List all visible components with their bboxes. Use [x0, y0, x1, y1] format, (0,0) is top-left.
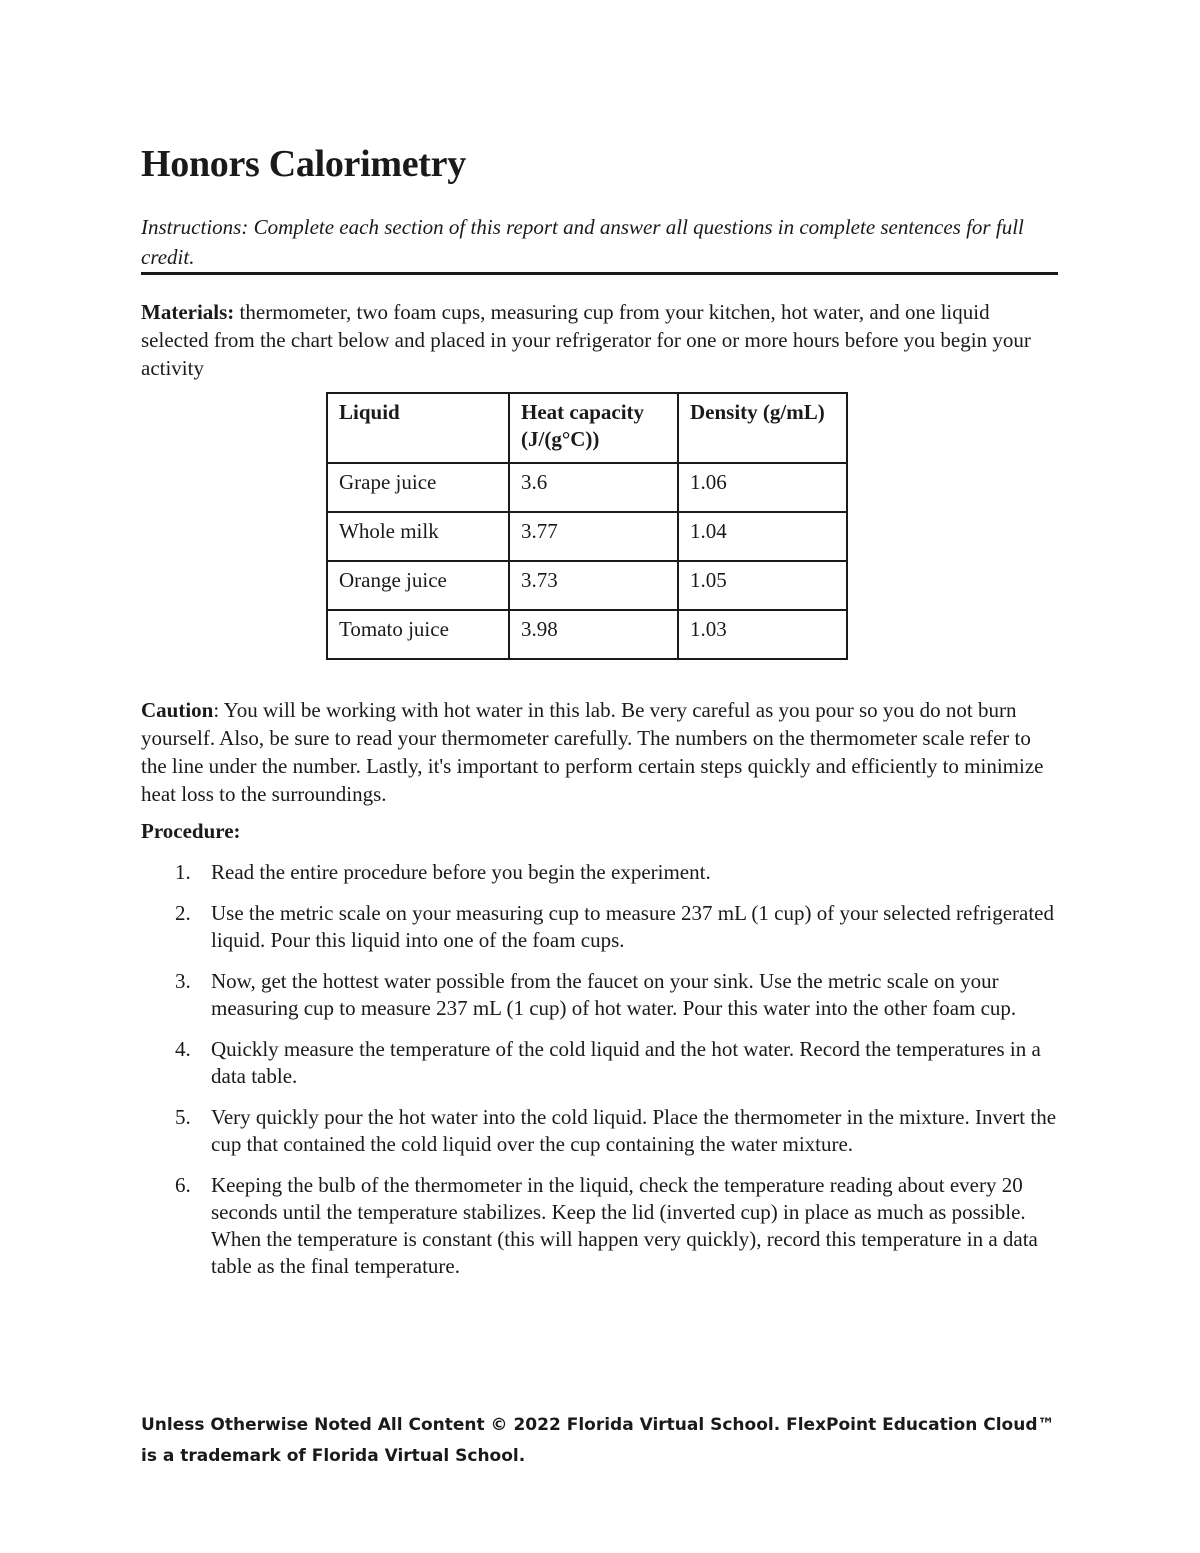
table-row: [327, 610, 847, 659]
step-number: 1.: [175, 860, 191, 884]
cell-liquid: Whole milk: [327, 512, 509, 561]
step-text: Keeping the bulb of the thermometer in the liquid, check the temperature reading about every 20 seconds until the temperature stabilizes. Keep the lid (inverted cup) in place as much as possible. When the temperature is constant (this will happen very quickly), record this temperature in a data table as the final temperature.: [211, 1173, 1038, 1278]
step-number: 2.: [175, 901, 191, 925]
procedure-step: [141, 968, 1058, 1022]
materials-paragraph: [141, 298, 1058, 382]
table-header-row: [327, 393, 847, 463]
procedure-step: [141, 1172, 1058, 1280]
procedure-step: [141, 900, 1058, 954]
cell-density: 1.04: [678, 512, 847, 561]
caution-paragraph: [141, 696, 1058, 808]
step-number: 6.: [175, 1173, 191, 1197]
liquids-table: [326, 392, 848, 660]
procedure-step: [141, 1036, 1058, 1090]
step-text: Use the metric scale on your measuring cup to measure 237 mL (1 cup) of your selected refrigerated liquid. Pour this liquid into one of the foam cups.: [211, 901, 1054, 952]
instructions-text: Instructions: Complete each section of this report and answer all questions in complete sentences for full credit.: [141, 215, 1024, 269]
copyright-footer: Unless Otherwise Noted All Content © 2022 Florida Virtual School. FlexPoint Education Cloud™ is a trademark of Florida Virtual School.: [141, 1415, 1055, 1466]
caution-label: Caution: [141, 698, 214, 722]
step-number: 5.: [175, 1105, 191, 1129]
step-number: 4.: [175, 1037, 191, 1061]
materials-text: thermometer, two foam cups, measuring cup from your kitchen, hot water, and one liquid selected from the chart below and placed in your refrigerator for one or more hours before you begin your activity: [141, 300, 1031, 380]
header-liquid: Liquid: [327, 393, 509, 463]
cell-heat-capacity: 3.77: [509, 512, 678, 561]
header-density: Density (g/mL): [678, 393, 847, 463]
cell-liquid: Orange juice: [327, 561, 509, 610]
cell-density: 1.06: [678, 463, 847, 512]
step-number: 3.: [175, 969, 191, 993]
horizontal-divider: [141, 272, 1058, 275]
step-text: Read the entire procedure before you begin the experiment.: [211, 860, 711, 884]
procedure-step: [141, 1104, 1058, 1158]
step-text: Now, get the hottest water possible from the faucet on your sink. Use the metric scale on your measuring cup to measure 237 mL (1 cup) of hot water. Pour this water into the other foam cup.: [211, 969, 1017, 1020]
header-heat-capacity: Heat capacity (J/(g°C)): [509, 393, 678, 463]
cell-density: 1.03: [678, 610, 847, 659]
caution-text: : You will be working with hot water in this lab. Be very careful as you pour so you do not burn yourself. Also, be sure to read your thermometer carefully. The numbers on the thermometer scale refer to the line under the number. Lastly, it's important to perform certain steps quickly and efficiently to minimize heat loss to the surroundings.: [141, 698, 1044, 806]
table-row: [327, 463, 847, 512]
procedure-heading: Procedure:: [141, 819, 241, 843]
cell-heat-capacity: 3.6: [509, 463, 678, 512]
procedure-steps: [141, 859, 1058, 1294]
table-row: [327, 512, 847, 561]
page-title: Honors Calorimetry: [141, 143, 466, 185]
materials-label: Materials:: [141, 300, 235, 324]
step-text: Very quickly pour the hot water into the cold liquid. Place the thermometer in the mixture. Invert the cup that contained the cold liquid over the cup containing the water mixture.: [211, 1105, 1057, 1156]
table-row: [327, 561, 847, 610]
cell-liquid: Tomato juice: [327, 610, 509, 659]
procedure-step: [141, 859, 1058, 886]
cell-density: 1.05: [678, 561, 847, 610]
cell-heat-capacity: 3.73: [509, 561, 678, 610]
step-text: Quickly measure the temperature of the cold liquid and the hot water. Record the temperatures in a data table.: [211, 1037, 1041, 1088]
cell-heat-capacity: 3.98: [509, 610, 678, 659]
cell-liquid: Grape juice: [327, 463, 509, 512]
